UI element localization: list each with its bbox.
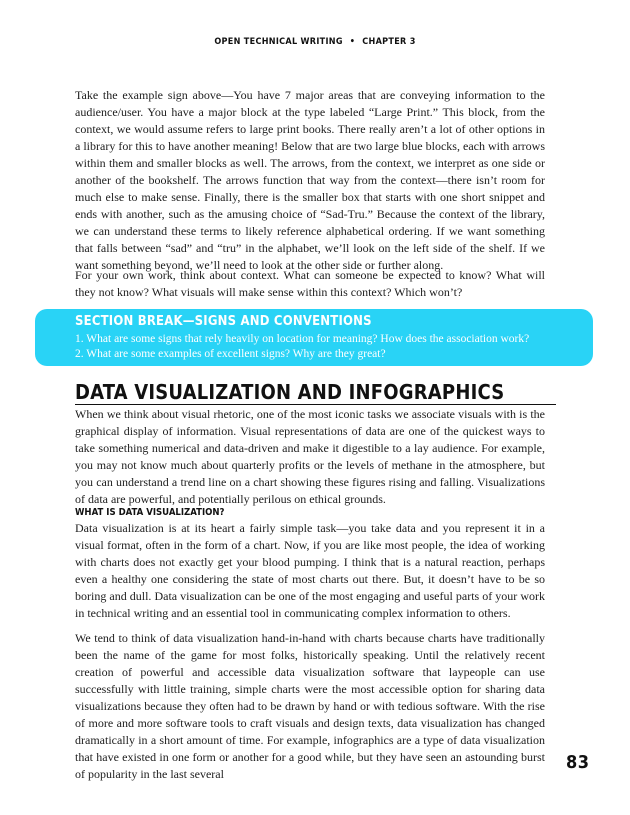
header-separator: • <box>349 37 356 47</box>
body-paragraph-charts-history: We tend to think of data visualization hand-in-hand with charts because charts have traditionally been the name of the game for most folks, historically speaking. Until the relatively recent creation of powerful and accessible data visualization software that laypeople can use successfully with little training, simple charts were the most accessible option for sharing data visualizations because they often had to be drawn by hand or with tedious software. With the rise of more and more software tools to craft visuals and design texts, data visualization has changed dramatically in a short amount of time. For example, infographics are a type of data visualization that have existed in one form or another for a good while, but they have seen an astounding burst of popularity in the last several <box>75 631 545 781</box>
callout-question-2: 2. What are some examples of excellent signs? Why are they great? <box>75 348 386 360</box>
page-number: 83 <box>566 752 590 773</box>
callout-question-1: 1. What are some signs that rely heavily on location for meaning? How does the association work? <box>75 333 530 345</box>
body-paragraph-context: For your own work, think about context. What can someone be expected to know? What will they not know? What visuals will make sense within this context? Which won’t? <box>75 268 545 299</box>
subheading-what-is-data-visualization: WHAT IS DATA VISUALIZATION? <box>75 507 225 518</box>
body-paragraph-visual-rhetoric: When we think about visual rhetoric, one of the most iconic tasks we associate visuals with is the graphical display of information. Visual representations of data are one of the quickest ways to take something numerical and data-driven and make it digestible to a lay audience. For example, you may not know much about quarterly profits or the levels of methane in the atmosphere, but you can understand a trend line on a chart showing these figures rising and falling. Visualizations of data are powerful, and potentially perilous on ethical grounds. <box>75 407 545 506</box>
section-break-callout <box>35 309 593 366</box>
body-paragraph-sign-example: Take the example sign above—You have 7 major areas that are conveying information to the audience/user. You have a major block at the type labeled “Large Print.” This block, from the context, we would assume refers to large print books. There really aren’t a lot of other options in a library for this to have another meaning! Below that are two large blue blocks, each with arrows within them and smaller blocks as well. The arrows, from the context, we interpret as one side or another of the bookshelf. The arrows function that way from the context—there isn’t room for much else to make sense. Finally, there is the smaller box that starts with one short snippet and ends with another, such as the amusing choice of “Sad-Tru.” Because the context of the library, we can understand these terms to likely reference alphabetical ordering. If we want something that falls between “sad” and “tru” in the alphabet, we’ll look on the left side of the shelf. If we want something beyond, we’ll need to look at the other side or further along. <box>75 88 545 272</box>
body-paragraph-definition: Data visualization is at its heart a fairly simple task—you take data and you represent it in a visual format, often in the form of a chart. Now, if you are like most people, the idea of working with charts does not exactly get your blood pumping. I think that is a natural reaction, perhaps even a healthy one considering the state of most charts out there. But, it doesn’t have to be so boring and dull. Data visualization can be one of the most engaging and useful parts of your work in technical writing and an essential tool in communicating complex information to others. <box>75 521 545 620</box>
section-heading-rule <box>75 404 556 405</box>
callout-title: SECTION BREAK—SIGNS AND CONVENTIONS <box>75 314 372 329</box>
section-heading: DATA VISUALIZATION AND INFOGRAPHICS <box>75 380 505 404</box>
book-title: OPEN TECHNICAL WRITING <box>214 37 343 47</box>
running-head <box>0 37 630 47</box>
chapter-label: CHAPTER 3 <box>362 37 416 47</box>
